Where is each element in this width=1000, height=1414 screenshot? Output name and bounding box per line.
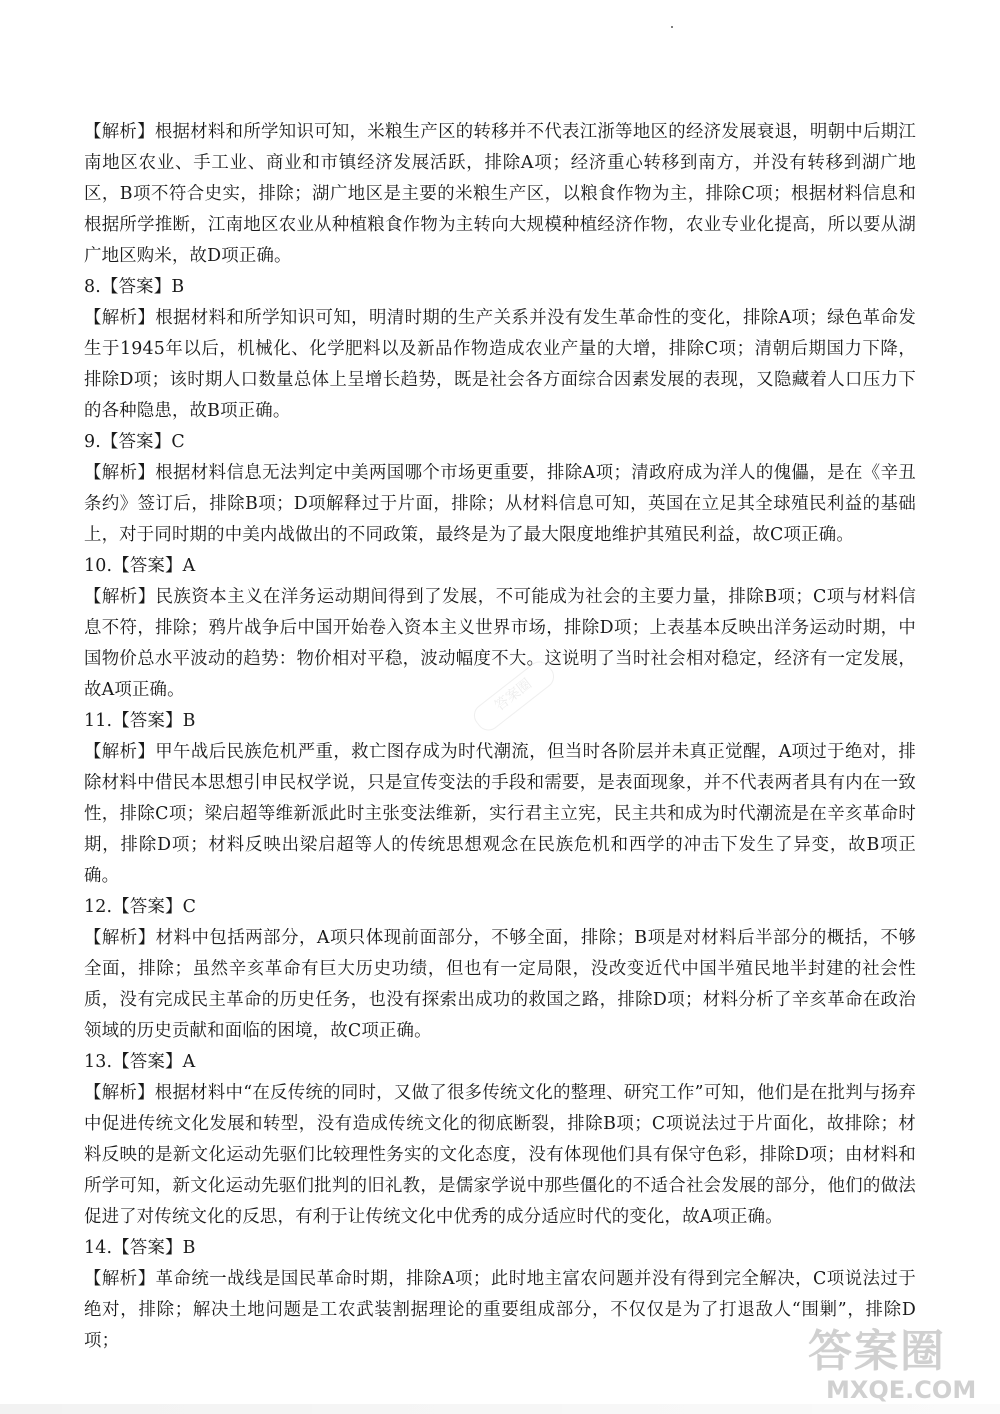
answer-line: 9.【答案】C: [84, 432, 185, 452]
answer-line: 13.【答案】A: [84, 1052, 196, 1072]
answer-key-content: [84, 117, 916, 1357]
answer-line: 11.【答案】B: [84, 711, 196, 731]
answer-line: 10.【答案】A: [84, 556, 196, 576]
analysis-paragraph: 【解析】材料中包括两部分，A项只体现前面部分，不够全面，排除；B项是对材料后半部分的概括，不够全面，排除；虽然辛亥革命有巨大历史功绩，但也有一定局限，没改变近代中国半殖民地半封建的社会性质，没有完成民主革命的历史任务，也没有探索出成功的救国之路，排除D项；材料分析了辛亥革命在政治领域的历史贡献和面临的困境，故C项正确。: [84, 928, 916, 1041]
logo-domain-text: MXQE.COM: [826, 1376, 977, 1404]
logo-chinese-text: 答案圈: [808, 1326, 946, 1377]
analysis-paragraph: 【解析】甲午战后民族危机严重，救亡图存成为时代潮流，但当时各阶层并未真正觉醒，A项过于绝对，排除材料中借民本思想引申民权学说，只是宣传变法的手段和需要，是表面现象，并不代表两者具有内在一致性，排除C项；梁启超等维新派此时主张变法维新，实行君主立宪，民主共和成为时代潮流是在辛亥革命时期，排除D项；材料反映出梁启超等人的传统思想观念在民族危机和西学的冲击下发生了异变，故B项正确。: [84, 742, 916, 886]
answer-line: 12.【答案】C: [84, 897, 197, 917]
analysis-paragraph: 【解析】革命统一战线是国民革命时期，排除A项；此时地主富农问题并没有得到完全解决，C项说法过于绝对，排除；解决土地问题是工农武装割据理论的重要组成部分，不仅仅是为了打退敌人“围剿”，排除D项；: [84, 1269, 916, 1351]
analysis-paragraph: 【解析】根据材料和所学知识可知，明清时期的生产关系并没有发生革命性的变化，排除A项；绿色革命发生于1945年以后，机械化、化学肥料以及新品作物造成农业产量的大增，排除C项；清朝后期国力下降，排除D项；该时期人口数量总体上呈增长趋势，既是社会各方面综合因素发展的表现，又隐藏着人口压力下的各种隐患，故B项正确。: [84, 308, 916, 421]
analysis-paragraph: 【解析】根据材料中“在反传统的同时，又做了很多传统文化的整理、研究工作”可知，他们是在批判与扬弃中促进传统文化发展和转型，没有造成传统文化的彻底断裂，排除B项；C项说法过于片面化，故排除；材料反映的是新文化运动先驱们比较理性务实的文化态度，没有体现他们具有保守色彩，排除D项；由材料和所学可知，新文化运动先驱们批判的旧礼教，是儒家学说中那些僵化的不适合社会发展的部分，他们的做法促进了对传统文化的反思，有利于让传统文化中优秀的成分适应时代的变化，故A项正确。: [84, 1083, 916, 1227]
scan-bottom-edge: [0, 1404, 1000, 1414]
analysis-paragraph: 【解析】根据材料和所学知识可知，米粮生产区的转移并不代表江浙等地区的经济发展衰退，明朝中后期江南地区农业、手工业、商业和市镇经济发展活跃，排除A项；经济重心转移到南方，并没有转移到湖广地区，B项不符合史实，排除；湖广地区是主要的米粮生产区，以粮食作物为主，排除C项；根据材料信息和根据所学推断，江南地区农业从种植粮食作物为主转向大规模种植经济作物，农业专业化提高，所以要从湖广地区购米，故D项正确。: [84, 122, 916, 266]
center-watermark: 答案圈: [469, 657, 559, 736]
answer-line: 14.【答案】B: [84, 1238, 196, 1258]
analysis-paragraph: 【解析】民族资本主义在洋务运动期间得到了发展，不可能成为社会的主要力量，排除B项；C项与材料信息不符，排除；鸦片战争后中国开始卷入资本主义世界市场，排除D项；上表基本反映出洋务运动时期，中国物价总水平波动的趋势：物价相对平稳，波动幅度不大。这说明了当时社会相对稳定，经济有一定发展，故A项正确。: [84, 587, 916, 700]
site-logo-watermark: [808, 1326, 978, 1406]
answer-line: 8.【答案】B: [84, 277, 185, 297]
analysis-paragraph: 【解析】根据材料信息无法判定中美两国哪个市场更重要，排除A项；清政府成为洋人的傀儡，是在《辛丑条约》签订后，排除B项；D项解释过于片面，排除；从材料信息可知，英国在立足其全球殖民利益的基础上，对于同时期的中美内战做出的不同政策，最终是为了最大限度地维护其殖民利益，故C项正确。: [84, 463, 916, 545]
scan-speck: [671, 26, 673, 28]
